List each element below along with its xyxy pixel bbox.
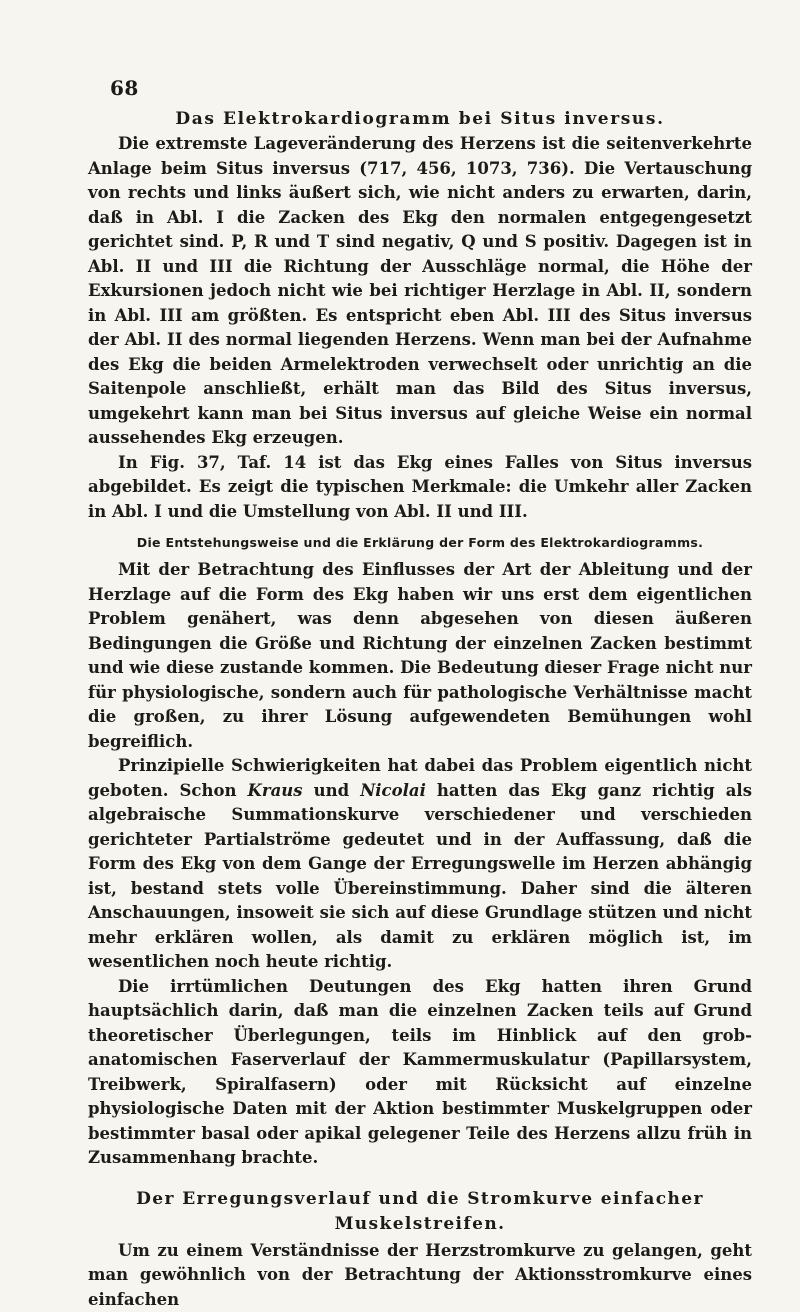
text-segment: und xyxy=(303,781,361,800)
paragraph-betrachtung: Mit der Betrachtung des Einflusses der Art der Ableitung und der Herzlage auf die Form des Ekg haben wir uns erst dem eigentlichen Problem genähert, was denn abgesehen von diesen äußeren Bedingungen die Größe und Richtung der einzelnen Zacken bestimmt und wie diese zustande kommen. Die Bedeutung dieser Frage nicht nur für physiologische, sondern auch für pathologische Verhältnisse macht die großen, zu ihrer Lösung aufgewendeten Bemühungen wohl begreiflich. xyxy=(88,558,752,754)
section-heading-line: Muskelstreifen. xyxy=(335,1214,506,1234)
section-heading-line: Der Erregungsverlauf und die Stromkurve einfacher xyxy=(136,1189,704,1209)
section-heading-erregungsverlauf xyxy=(88,1187,752,1237)
page-number: 68 xyxy=(110,76,139,100)
paragraph-lageveraenderung: Die extremste Lageveränderung des Herzens ist die seitenverkehrte Anlage beim Situs inversus (717, 456, 1073, 736). Die Vertauschung von rechts und links äußert sich, wie nicht anders zu erwarten, darin, daß in Abl. I die Zacken des Ekg den normalen entgegengesetzt gerichtet sind. P, R und T sind negativ, Q und S positiv. Dagegen ist in Abl. II und III die Richtung der Ausschläge normal, die Höhe der Exkursionen jedoch nicht wie bei richtiger Herzlage in Abl. II, sondern in Abl. III am größten. Es entspricht eben Abl. III des Situs inversus der Abl. II des normal liegenden Herzens. Wenn man bei der Aufnahme des Ekg die beiden Armelektroden verwechselt oder unrichtig an die Saitenpole anschließt, erhält man das Bild des Situs inversus, umgekehrt kann man bei Situs inversus auf gleiche Weise ein normal aussehendes Ekg erzeugen. xyxy=(88,132,752,451)
paragraph-verstaendnis: Um zu einem Verständnisse der Herzstromkurve zu gelangen, geht man gewöhnlich von der Betrachtung der Aktionsstromkurve eines einfachen xyxy=(88,1239,752,1312)
subheading-entstehungsweise: Die Entstehungsweise und die Erklärung der Form des Elektrokardiogramms. xyxy=(88,532,752,554)
section-title-situs-inversus: Das Elektrokardiogramm bei Situs inversus. xyxy=(88,106,752,132)
text-segment: hatten das Ekg ganz richtig als algebraische Summationskurve verschiedener und verschieden gerichteter Partialströme gedeutet und in der Auffassung, daß die Form des Ekg von dem Gange der Erregungswelle im Herzen abhängig ist, bestand stets volle Übereinstimmung. Daher sind die älteren Anschauungen, insoweit sie sich auf diese Grundlage stützen und nicht mehr erklären wollen, als damit zu erklären möglich ist, im wesentlichen noch heute richtig. xyxy=(88,781,752,972)
paragraph-fig-37: In Fig. 37, Taf. 14 ist das Ekg eines Falles von Situs inversus abgebildet. Es zeigt die typischen Merkmale: die Umkehr aller Zacken in Abl. I und die Umstellung von Abl. II und III. xyxy=(88,451,752,525)
page-content xyxy=(88,106,752,1312)
author-name-nicolai: Nicolai xyxy=(360,781,426,800)
paragraph-prinzipielle-schwierigkeiten xyxy=(88,754,752,975)
paragraph-irrtuemliche-deutungen: Die irrtümlichen Deutungen des Ekg hatten ihren Grund hauptsächlich darin, daß man die einzelnen Zacken teils auf Grund theoretischer Überlegungen, teils im Hinblick auf den grob-anatomischen Faserverlauf der Kammermuskulatur (Papillarsystem, Treibwerk, Spiralfasern) oder mit Rücksicht auf einzelne physiologische Daten mit der Aktion bestimmter Muskelgruppen oder bestimmter basal oder apikal gelegener Teile des Herzens allzu früh in Zusammenhang brachte. xyxy=(88,975,752,1171)
author-name-kraus: Kraus xyxy=(248,781,303,800)
text-segment: Prinzipielle Schwierigkeiten hat dabei das Problem eigentlich nicht geboten. Schon xyxy=(88,756,752,800)
